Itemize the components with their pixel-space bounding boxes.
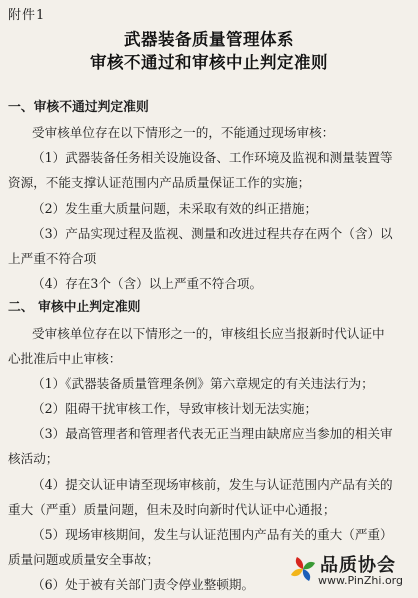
section-2-item-3-line-2: 核活动； (8, 451, 59, 466)
section-2-item-3-line-1: （3）最高管理者和管理者代表无正当理由缺席应当参加的相关审 (32, 426, 393, 441)
section-1-item-3-line-1: （3）产品实现过程及监视、测量和改进过程共存在两个（含）以 (32, 226, 393, 241)
section-2-item-4-line-2: 重大（严重）质量问题，但未及时向新时代认证中心通报； (8, 502, 336, 517)
section-2-item-2: （2）阻碍干扰审核工作，导致审核计划无法实施； (32, 401, 318, 416)
section-2-item-4-line-1: （4）提交认证申请至现场审核前，发生与认证范围内产品有关的 (32, 477, 393, 492)
section-1-intro: 受审核单位存在以下情形之一的，不能通过现场审核： (32, 125, 335, 140)
watermark-url: www.PinZhi.org (318, 574, 403, 587)
section-1-item-2: （2）发生重大质量问题，未采取有效的纠正措施； (32, 201, 318, 216)
section-1-heading: 一、审核不通过判定准则 (8, 100, 149, 115)
document-title-line-1: 武器装备质量管理体系 (124, 30, 294, 49)
attachment-label: 附件1 (8, 8, 46, 23)
section-2-intro-line-2: 心批准后中止审核： (8, 351, 122, 366)
section-2-intro-line-1: 受审核单位存在以下情形之一的，审核组长应当报新时代认证中 (32, 326, 385, 341)
section-1-item-1-line-1: （1）武器装备任务相关设施设备、工作环境及监视和测量装置等 (32, 150, 393, 165)
section-2-item-5-line-2: 质量问题或质量安全事故； (8, 552, 160, 567)
pinzhi-logo-icon (288, 554, 318, 584)
section-2-heading: 二、 审核中止判定准则 (8, 300, 141, 315)
section-2-item-6: （6）处于被有关部门责令停业整顿期。 (32, 577, 255, 592)
section-1-item-4: （4）存在3个（含）以上严重不符合项。 (32, 276, 263, 291)
watermark-logo (288, 550, 414, 592)
document-title-line-2: 审核不通过和审核中止判定准则 (90, 53, 328, 72)
section-2-item-5-line-1: （5）现场审核期间，发生与认证范围内产品有关的重大（严重） (32, 527, 393, 542)
watermark-name: 品质协会 (320, 555, 396, 576)
section-1-item-1-line-2: 资源，不能支撑认证范围内产品质量保证工作的实施； (8, 175, 311, 190)
section-1-item-3-line-2: 上严重不符合项 (8, 251, 97, 266)
section-2-item-1: （1）《武器装备质量管理条例》第六章规定的有关违法行为； (32, 376, 374, 391)
